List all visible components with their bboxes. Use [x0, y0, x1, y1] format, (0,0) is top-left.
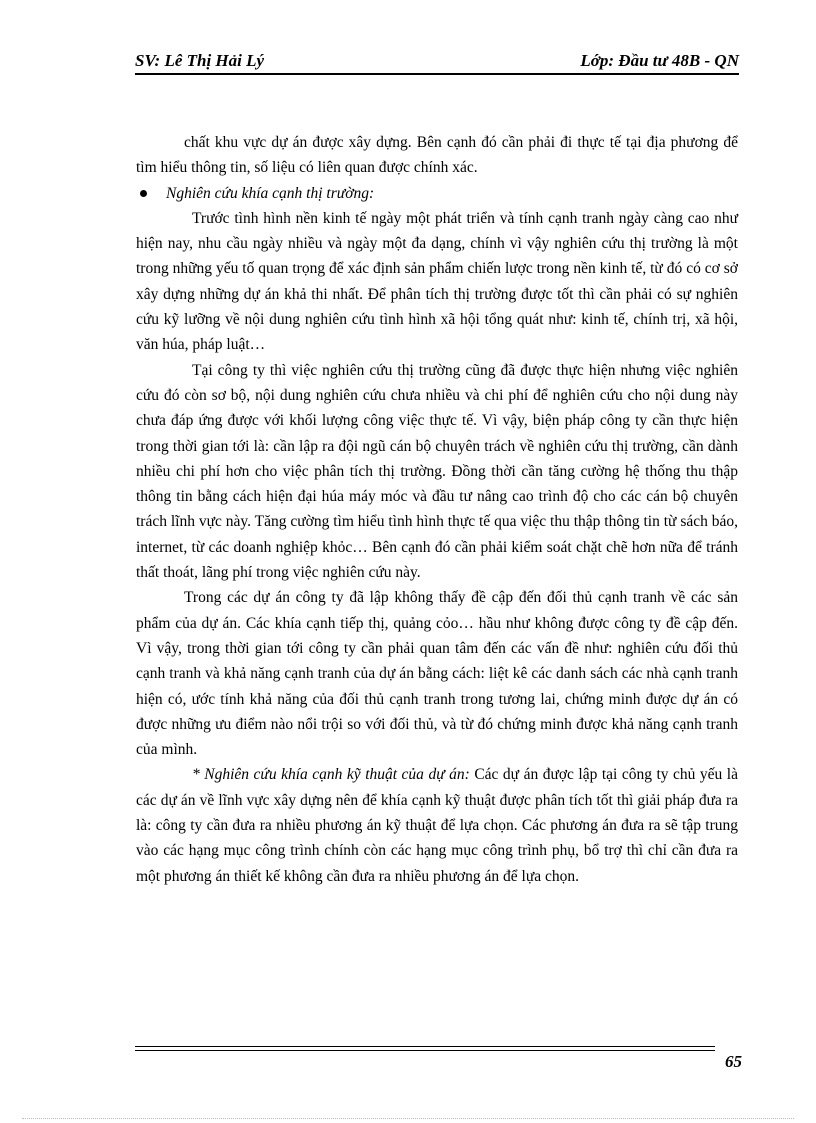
header-class-name: Lớp: Đầu tư 48B - QN	[580, 51, 739, 70]
paragraph-site-survey: chất khu vực dự án được xây dựng. Bên cạnh đó cần phải đi thực tế tại địa phương để tìm hiểu thông tin, số liệu có liên quan được chính xác.	[136, 134, 738, 177]
document-body	[136, 130, 738, 889]
bullet-market-research	[136, 181, 738, 206]
bullet-heading-market: Nghiên cứu khía cạnh thị trường:	[166, 184, 375, 202]
page-number: 65	[725, 1052, 742, 1071]
bullet-icon	[140, 190, 147, 197]
technical-heading: * Nghiên cứu khía cạnh kỹ thuật của dự án:	[192, 766, 470, 784]
header-student-name: SV: Lê Thị Hải Lý	[135, 51, 265, 70]
footer-rule-top	[135, 1046, 715, 1047]
footer-double-rule	[135, 1046, 715, 1054]
paragraph-technical-research	[136, 762, 738, 888]
technical-body: Các dự án được lập tại công ty chủ yếu là các dự án về lĩnh vực xây dựng nên để khía cạnh kỹ thuật được phân tích tốt thì giải pháp đưa ra là: công ty cần đưa ra nhiều phương án kỹ thuật để lựa chọn. Các phương án đưa ra sẽ tập trung vào các hạng mục công trình chính còn các hạng mục công trình phụ, bổ trợ thì chỉ cần đưa ra một phương án thiết kế không cần đưa ra nhiều phương án để lựa chọn.	[136, 766, 738, 885]
header-rule	[135, 73, 739, 75]
page-bottom-dotted-edge	[22, 1118, 794, 1119]
paragraph-market-context: Trước tình hình nền kinh tế ngày một phát triển và tính cạnh tranh ngày càng cao như hiện nay, nhu cầu ngày nhiều và ngày một đa dạng, chính vì vậy nghiên cứu thị trường là một trong những yếu tố quan trọng để xác định sản phẩm chiến lược trong nền kinh tế, từ đó có cơ sở xây dựng những dự án khả thi nhất. Để phân tích thị trường được tốt thì cần phải có sự nghiên cứu kỹ lưỡng về nội dung nghiên cứu tình hình xã hội tổng quát như: kinh tế, chính trị, xã hội, văn húa, pháp luật…	[136, 209, 738, 354]
paragraph-competitors: Trong các dự án công ty đã lập không thấy đề cập đến đối thủ cạnh tranh về các sản phẩm của dự án. Các khía cạnh tiếp thị, quảng cỏo… hầu như không được công ty đề cập đến. Vì vậy, trong thời gian tới công ty cần phải quan tâm đến các vấn đề như: nghiên cứu đối thủ cạnh tranh và khả năng cạnh tranh của dự án bằng cách: liệt kê các danh sách các nhà cạnh tranh hiện có, ước tính khả năng của đối thủ cạnh tranh trong tương lai, chứng minh được dự án có được những ưu điểm nào nổi trội so với đối thủ, và từ đó chứng minh được khả năng cạnh tranh của mình.	[136, 589, 738, 759]
footer-rule-bottom	[135, 1050, 715, 1051]
paragraph-company-market-research: Tại công ty thì việc nghiên cứu thị trường cũng đã được thực hiện nhưng việc nghiên cứu đó còn sơ bộ, nội dung nghiên cứu chưa nhiều và chi phí để nghiên cứu cho nội dung này chưa đáp ứng được với khối lượng công việc thực tế. Vì vậy, biện pháp công ty cần thực hiện trong thời gian tới là: cần lập ra đội ngũ cán bộ chuyên trách về nghiên cứu thị trường, cần dành nhiều chi phí hơn cho việc phân tích thị trường. Đồng thời cần tăng cường hệ thống thu thập thông tin bằng cách hiện đại húa máy móc và đầu tư nâng cao trình độ cho các cán bộ chuyên trách lĩnh vực này. Tăng cường tìm hiểu tình hình thực tế qua việc thu thập thông tin từ sách báo, internet, từ các doanh nghiệp khỏc… Bên cạnh đó cần phải kiểm soát chặt chẽ hơn nữa để tránh thất thoát, lãng phí trong việc nghiên cứu này.	[136, 361, 738, 582]
page-header	[135, 50, 739, 76]
